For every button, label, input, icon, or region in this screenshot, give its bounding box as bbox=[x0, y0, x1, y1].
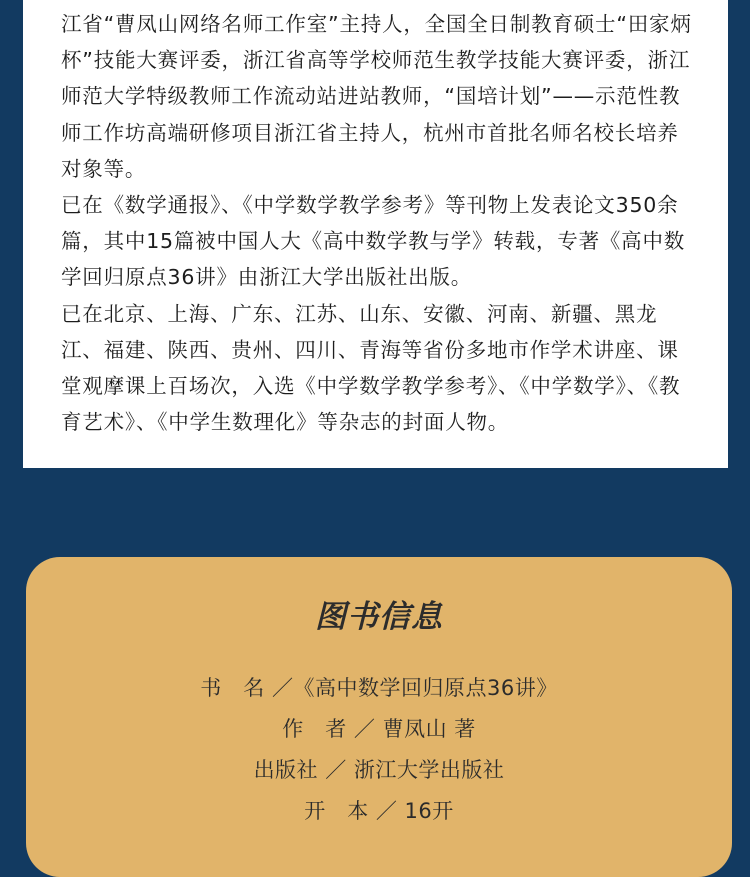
bio-paragraph-3: 已在北京、上海、广东、江苏、山东、安徽、河南、新疆、黑龙江、福建、陕西、贵州、四川、青海等省份多地市作学术讲座、课堂观摩课上百场次，入选《中学数学教学参考》、《中学数学》、《教育艺术》、《中学生数理化》等杂志的封面人物。 bbox=[61, 301, 681, 435]
author-bio-card bbox=[23, 0, 728, 468]
bio-paragraph-2: 已在《数学通报》、《中学数学教学参考》等刊物上发表论文350余篇，其中15篇被中国人大《高中数学教与学》转载，专著《高中数学回归原点36讲》由浙江大学出版社出版。 bbox=[61, 193, 686, 290]
book-name-row: 书 名 ／《高中数学回归原点36讲》 bbox=[200, 676, 558, 700]
publisher-row: 出版社 ／ 浙江大学出版社 bbox=[253, 758, 505, 782]
author-row: 作 者 ／ 曹凤山 著 bbox=[282, 717, 476, 741]
format-row: 开 本 ／ 16开 bbox=[304, 799, 454, 823]
book-info-card bbox=[26, 557, 732, 877]
book-info-title: 图书信息 bbox=[315, 599, 443, 635]
bio-paragraph-1: 江省“曹凤山网络名师工作室”主持人，全国全日制教育硕士“田家炳杯”技能大赛评委，浙江省高等学校师范生教学技能大赛评委，浙江师范大学特级教师工作流动站进站教师，“国培计划”——示范性教师工作坊高端研修项目浙江省主持人，杭州市首批名师名校长培养对象等。 bbox=[61, 12, 692, 181]
author-bio-text bbox=[61, 6, 693, 440]
